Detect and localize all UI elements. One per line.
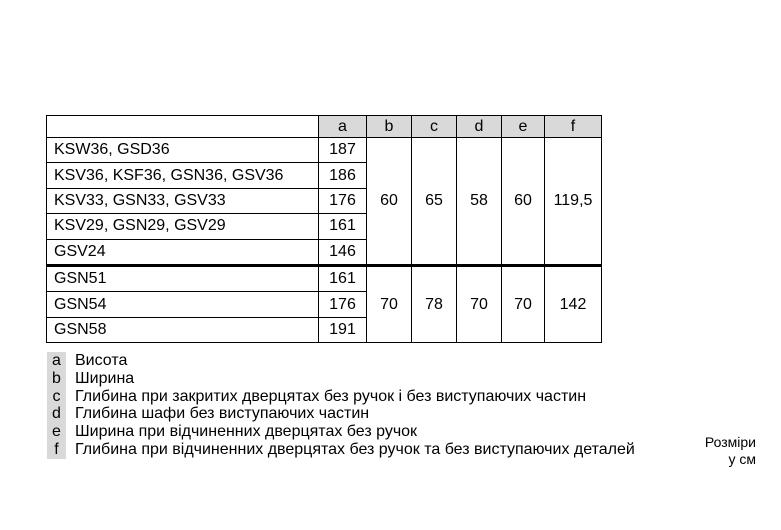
legend-item (47, 405, 635, 423)
model-cell: KSV29, GSN29, GSV29 (47, 214, 319, 239)
legend-text: Ширина при відчиненних дверцятах без ручок (75, 423, 418, 441)
table-row (47, 138, 602, 163)
depth-cabinet-cell: 58 (457, 138, 502, 266)
height-cell: 187 (319, 138, 367, 163)
legend-text: Висота (75, 352, 128, 369)
model-cell: KSW36, GSD36 (47, 138, 319, 163)
table-row (47, 265, 602, 291)
units-line-1: Розміри (704, 434, 756, 450)
dimensions-table (46, 115, 602, 343)
legend-text: Глибина шафи без виступаючих частин (75, 405, 370, 423)
depth-open-cell: 119,5 (545, 138, 602, 266)
height-cell: 161 (319, 265, 367, 291)
header-row (47, 116, 602, 138)
height-cell: 191 (319, 317, 367, 342)
legend (47, 352, 635, 459)
legend-text: Ширина (75, 369, 135, 387)
header-e: e (502, 116, 545, 138)
units-line-2: у см (728, 451, 756, 467)
legend-text: Глибина при закритих дверцятах без ручок і без виступаючих частин (75, 387, 587, 405)
width-open-cell: 70 (502, 265, 545, 342)
depth-closed-cell: 65 (412, 138, 457, 266)
model-cell: GSN54 (47, 292, 319, 317)
units-note (705, 434, 756, 468)
model-cell: KSV36, KSF36, GSN36, GSV36 (47, 163, 319, 188)
width-cell: 70 (367, 265, 412, 342)
legend-key: d (47, 405, 66, 423)
width-open-cell: 60 (502, 138, 545, 266)
header-f: f (545, 116, 602, 138)
width-cell: 60 (367, 138, 412, 266)
height-cell: 176 (319, 292, 367, 317)
height-cell: 161 (319, 214, 367, 239)
legend-item (47, 441, 635, 459)
model-cell: GSN58 (47, 317, 319, 342)
legend-item (47, 352, 635, 370)
depth-closed-cell: 78 (412, 265, 457, 342)
legend-key: b (47, 370, 66, 388)
depth-open-cell: 142 (545, 265, 602, 342)
legend-key: e (47, 423, 66, 441)
height-cell: 176 (319, 188, 367, 213)
depth-cabinet-cell: 70 (457, 265, 502, 342)
header-blank-cell (47, 116, 319, 138)
header-a: a (319, 116, 367, 138)
model-cell: GSN51 (47, 265, 319, 291)
legend-key: f (47, 441, 66, 459)
legend-item (47, 423, 635, 441)
legend-key: a (47, 352, 66, 370)
header-d: d (457, 116, 502, 138)
legend-item (47, 370, 635, 388)
legend-item (47, 388, 635, 406)
header-b: b (367, 116, 412, 138)
header-c: c (412, 116, 457, 138)
height-cell: 186 (319, 163, 367, 188)
model-cell: GSV24 (47, 239, 319, 265)
height-cell: 146 (319, 239, 367, 265)
model-cell: KSV33, GSN33, GSV33 (47, 188, 319, 213)
legend-text: Глибина при відчиненних дверцятах без ручок та без виступаючих деталей (75, 440, 635, 458)
legend-key: c (47, 388, 66, 406)
